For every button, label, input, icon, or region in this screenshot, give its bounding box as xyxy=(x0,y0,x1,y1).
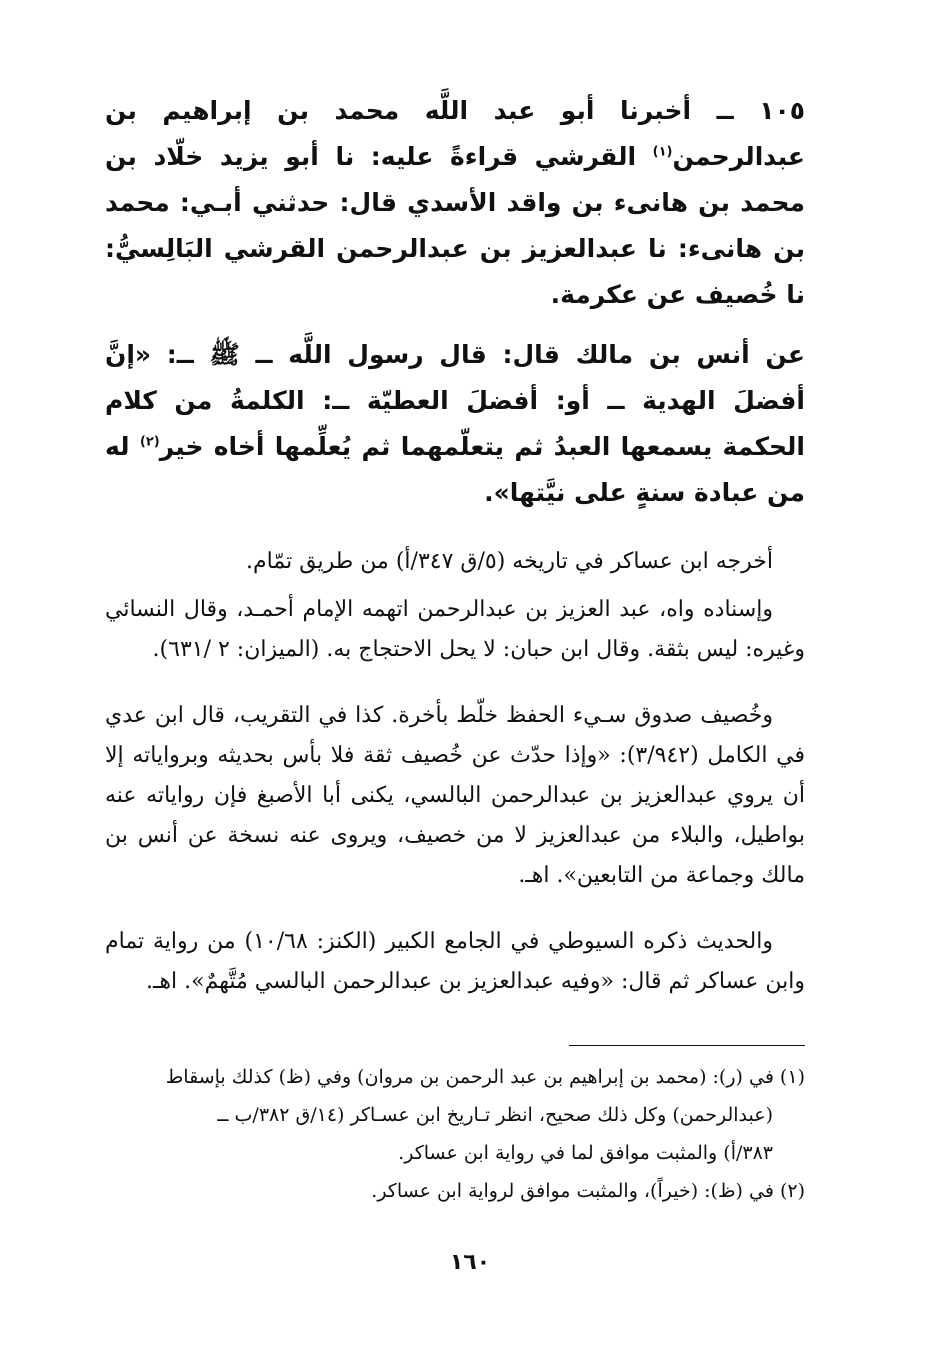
footnote-1-line-3: ٣٨٣/أ) والمثبت موافق لما في رواية ابن عساكر. xyxy=(398,1142,773,1164)
footnote-divider xyxy=(569,1045,805,1046)
footnote-marker-2: (٢) xyxy=(139,434,160,450)
hadith-chain-part-2: القرشي قراءةً عليه: نا أبو يزيد خلّاد بن محمد بن هانىء بن واقد الأسدي قال: حدثني أبـي: محمد بن هانىء: نا عبدالعزيز بن عبدالرحمن القرشي البَالِسيُّ: نا خُصيف عن عكرمة. xyxy=(105,142,805,309)
hadith-chain-paragraph xyxy=(105,88,805,318)
footnote-1-line-2: (عبدالرحمن) وكل ذلك صحيح، انظر تـاريخ ابن عسـاكر (١٤/ق ٣٨٢/ب ــ xyxy=(217,1104,773,1126)
hadith-chain-part-1: أخبرنا أبو عبد اللَّه محمد بن إبراهيم بن عبدالرحمن xyxy=(105,96,805,171)
commentary-isnad: وإسناده واه، عبد العزيز بن عبدالرحمن اتهمه الإمام أحمـد، وقال النسائي وغيره: ليس بثقة. وقال ابن حبان: لا يحل الاحتجاج به. (الميزان: ٢ /٦٣١). xyxy=(105,597,805,662)
commentary-suyuti: والحديث ذكره السيوطي في الجامع الكبير (الكنز: ١٠/٦٨) من رواية تمام وابن عساكر ثم قال: «وفيه عبدالعزيز بن عبدالرحمن البالسي مُتَّهمٌ». اهـ. xyxy=(105,929,805,994)
commentary-takhrij: أخرجه ابن عساكر في تاريخه (٥/ق ٣٤٧/أ) من طريق تمّام. xyxy=(246,549,773,574)
hadith-number: ١٠٥ ــ xyxy=(716,96,805,125)
commentary-khusayf: وخُصيف صدوق سـيء الحفظ خلّط بأخرة. كذا في التقريب، قال ابن عدي في الكامل (٣/٩٤٢): «وإذا حدّث عن خُصيف ثقة فلا بأس بحديثه وبرواياته إلا أن يروي عبدالعزيز بن عبدالرحمن البالسي، يكنى أبا الأصبغ فإن رواياته عنه بواطيل، والبلاء من عبدالعزيز لا من خصيف، ويروى عنه نسخة عن أنس بن مالك وجماعة من التابعين». اهـ. xyxy=(105,703,805,888)
page-body xyxy=(105,88,805,1002)
footnote-1-line-1: (١) في (ر): (محمد بن إبراهيم بن عبد الرحمن بن مروان) وفي (ظ) كذلك بإسقاط xyxy=(165,1066,805,1088)
footnote-marker-1: (١) xyxy=(652,144,673,160)
hadith-text-part-1: عن أنس بن مالك قال: قال رسول اللَّه ــ ﷺ ــ: «إنَّ أفضلَ الهدية ــ أو: أفضلَ العطيّة ــ: الكلمةُ من كلام الحكمة يسمعها العبدُ ثم يتعلّمهما ثم يُعلِّمها أخاه خير xyxy=(105,340,805,461)
page-number: ١٦٠ xyxy=(449,1250,491,1275)
footnote-2-line-1: (٢) في (ظ): (خيراً)، والمثبت موافق لرواية ابن عساكر. xyxy=(371,1180,805,1202)
hadith-text-part-2: له من عبادة سنةٍ على نيَّتها». xyxy=(105,432,805,507)
hadith-text-paragraph xyxy=(105,332,805,516)
footnotes xyxy=(105,1058,805,1210)
